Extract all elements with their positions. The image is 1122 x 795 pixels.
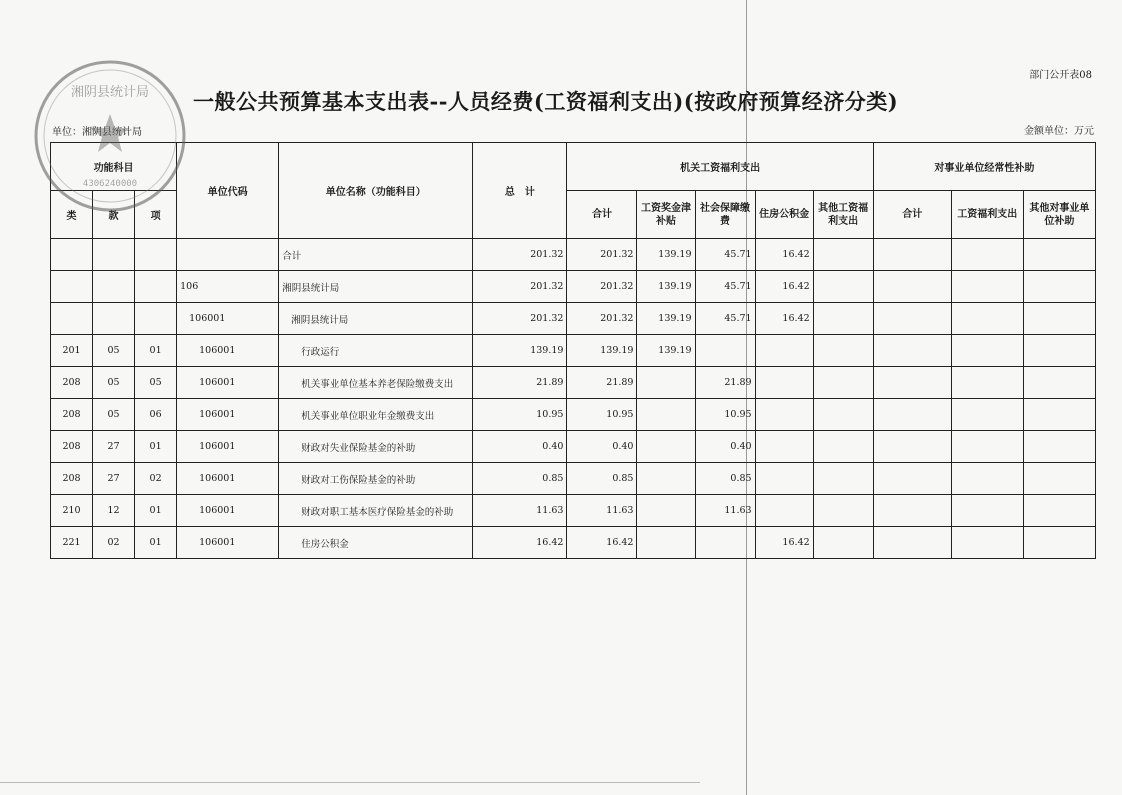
header-subsidy-other: 其他对事业单位补助: [1023, 191, 1095, 239]
cell-total: 201.32: [473, 271, 567, 303]
cell-subsidy-other: [1023, 271, 1095, 303]
cell-xiang: 01: [135, 335, 177, 367]
cell-unit-name: 合计: [279, 239, 473, 271]
cell-agency-wage: 139.19: [637, 239, 695, 271]
cell-subsidy-sum: [873, 495, 951, 527]
cell-agency-wage: [637, 431, 695, 463]
cell-lei: 210: [51, 495, 93, 527]
cell-total: 16.42: [473, 527, 567, 559]
cell-agency-social: 45.71: [695, 303, 755, 335]
cell-subsidy-welfare: [951, 463, 1023, 495]
cell-agency-wage: [637, 463, 695, 495]
header-agency-wage: 工资奖金津补贴: [637, 191, 695, 239]
cell-lei: 221: [51, 527, 93, 559]
table-row: [51, 271, 1096, 303]
table-row: [51, 431, 1096, 463]
cell-unit-code: 106001: [177, 527, 279, 559]
page-title: 一般公共预算基本支出表--人员经费(工资福利支出)(按政府预算经济分类): [193, 89, 899, 114]
header-total: 总 计: [473, 143, 567, 239]
table-row: [51, 399, 1096, 431]
cell-subsidy-other: [1023, 303, 1095, 335]
table-row: [51, 335, 1096, 367]
cell-lei: 208: [51, 463, 93, 495]
cell-subsidy-other: [1023, 399, 1095, 431]
cell-agency-social: 11.63: [695, 495, 755, 527]
cell-agency-social: [695, 335, 755, 367]
cell-unit-code: 106001: [177, 335, 279, 367]
table-number-label: 部门公开表08: [1029, 70, 1092, 81]
cell-agency-wage: 139.19: [637, 335, 695, 367]
table-row: [51, 303, 1096, 335]
cell-xiang: 01: [135, 431, 177, 463]
cell-subsidy-welfare: [951, 495, 1023, 527]
cell-xiang: [135, 239, 177, 271]
cell-agency-housing: [755, 431, 813, 463]
cell-agency-housing: 16.42: [755, 303, 813, 335]
cell-unit-code: 106001: [177, 431, 279, 463]
header-unit-code: 单位代码: [177, 143, 279, 239]
cell-agency-wage: [637, 527, 695, 559]
cell-agency-sum: 10.95: [567, 399, 637, 431]
cell-subsidy-sum: [873, 271, 951, 303]
header-agency-social: 社会保障缴费: [695, 191, 755, 239]
cell-kuan: 27: [93, 431, 135, 463]
header-subsidy-welfare: 工资福利支出: [951, 191, 1023, 239]
cell-subsidy-sum: [873, 399, 951, 431]
cell-kuan: 05: [93, 399, 135, 431]
cell-xiang: 05: [135, 367, 177, 399]
cell-agency-social: [695, 527, 755, 559]
cell-agency-wage: 139.19: [637, 271, 695, 303]
header-subsidy-group: 对事业单位经常性补助: [873, 143, 1095, 191]
cell-subsidy-welfare: [951, 367, 1023, 399]
cell-total: 10.95: [473, 399, 567, 431]
cell-agency-other: [813, 367, 873, 399]
cell-agency-wage: [637, 399, 695, 431]
cell-unit-code: 106: [177, 271, 279, 303]
cell-agency-housing: 16.42: [755, 239, 813, 271]
header-row-1: [51, 143, 1096, 191]
header-kuan: 款: [93, 191, 135, 239]
cell-agency-sum: 16.42: [567, 527, 637, 559]
cell-subsidy-welfare: [951, 239, 1023, 271]
cell-total: 0.85: [473, 463, 567, 495]
cell-agency-sum: 201.32: [567, 271, 637, 303]
cell-subsidy-other: [1023, 527, 1095, 559]
cell-subsidy-other: [1023, 495, 1095, 527]
cell-unit-code: 106001: [177, 367, 279, 399]
table-row: [51, 367, 1096, 399]
cell-agency-wage: [637, 495, 695, 527]
cell-agency-sum: 11.63: [567, 495, 637, 527]
cell-agency-sum: 0.85: [567, 463, 637, 495]
cell-unit-code: 106001: [177, 303, 279, 335]
cell-agency-other: [813, 303, 873, 335]
cell-unit-name: 机关事业单位职业年金缴费支出: [279, 399, 473, 431]
cell-total: 0.40: [473, 431, 567, 463]
cell-subsidy-sum: [873, 463, 951, 495]
cell-agency-housing: [755, 335, 813, 367]
cell-lei: 208: [51, 431, 93, 463]
budget-table: [50, 142, 1096, 559]
svg-text:湘阴县统计局: 湘阴县统计局: [70, 85, 150, 100]
header-subsidy-sum: 合计: [873, 191, 951, 239]
scan-edge-line: [0, 782, 700, 783]
cell-unit-name: 行政运行: [279, 335, 473, 367]
cell-total: 201.32: [473, 239, 567, 271]
cell-total: 11.63: [473, 495, 567, 527]
cell-unit-code: [177, 239, 279, 271]
cell-agency-sum: 0.40: [567, 431, 637, 463]
cell-unit-name: 湘阴县统计局: [279, 271, 473, 303]
cell-agency-other: [813, 271, 873, 303]
cell-agency-other: [813, 335, 873, 367]
header-agency-sum: 合计: [567, 191, 637, 239]
header-agency-other: 其他工资福利支出: [813, 191, 873, 239]
cell-agency-social: 45.71: [695, 271, 755, 303]
cell-agency-housing: [755, 463, 813, 495]
cell-total: 139.19: [473, 335, 567, 367]
unit-label: 单位：湘阴县统计局: [52, 127, 142, 138]
cell-subsidy-other: [1023, 335, 1095, 367]
cell-subsidy-sum: [873, 367, 951, 399]
header-unit-name: 单位名称（功能科目）: [279, 143, 473, 239]
cell-xiang: [135, 271, 177, 303]
cell-agency-other: [813, 399, 873, 431]
cell-kuan: [93, 239, 135, 271]
table-row: [51, 527, 1096, 559]
cell-lei: 208: [51, 367, 93, 399]
cell-agency-wage: [637, 367, 695, 399]
cell-subsidy-welfare: [951, 271, 1023, 303]
svg-text:4306240000: 4306240000: [82, 179, 138, 189]
cell-subsidy-welfare: [951, 431, 1023, 463]
cell-unit-name: 财政对失业保险基金的补助: [279, 431, 473, 463]
cell-subsidy-other: [1023, 239, 1095, 271]
cell-unit-code: 106001: [177, 463, 279, 495]
cell-agency-sum: 21.89: [567, 367, 637, 399]
cell-agency-social: 0.85: [695, 463, 755, 495]
cell-agency-other: [813, 495, 873, 527]
cell-subsidy-other: [1023, 367, 1095, 399]
cell-kuan: 12: [93, 495, 135, 527]
cell-unit-name: 财政对职工基本医疗保险基金的补助: [279, 495, 473, 527]
header-func-subject: 功能科目: [51, 143, 177, 191]
cell-agency-housing: 16.42: [755, 527, 813, 559]
cell-subsidy-sum: [873, 303, 951, 335]
cell-agency-other: [813, 527, 873, 559]
cell-agency-housing: [755, 367, 813, 399]
cell-subsidy-welfare: [951, 527, 1023, 559]
cell-lei: [51, 303, 93, 335]
cell-agency-social: 45.71: [695, 239, 755, 271]
cell-kuan: 05: [93, 367, 135, 399]
cell-subsidy-sum: [873, 335, 951, 367]
cell-subsidy-other: [1023, 463, 1095, 495]
money-unit-label: 金额单位：万元: [1024, 126, 1094, 137]
cell-agency-other: [813, 239, 873, 271]
cell-unit-name: 湘阴县统计局: [279, 303, 473, 335]
header-xiang: 项: [135, 191, 177, 239]
cell-xiang: 01: [135, 527, 177, 559]
cell-xiang: [135, 303, 177, 335]
cell-lei: [51, 239, 93, 271]
cell-agency-sum: 201.32: [567, 239, 637, 271]
cell-xiang: 02: [135, 463, 177, 495]
cell-subsidy-sum: [873, 431, 951, 463]
cell-subsidy-welfare: [951, 335, 1023, 367]
cell-lei: 201: [51, 335, 93, 367]
cell-total: 21.89: [473, 367, 567, 399]
cell-agency-other: [813, 463, 873, 495]
header-lei: 类: [51, 191, 93, 239]
cell-agency-housing: [755, 495, 813, 527]
table-row: [51, 495, 1096, 527]
cell-agency-wage: 139.19: [637, 303, 695, 335]
cell-kuan: 02: [93, 527, 135, 559]
cell-unit-name: 财政对工伤保险基金的补助: [279, 463, 473, 495]
cell-subsidy-welfare: [951, 399, 1023, 431]
header-agency-group: 机关工资福利支出: [567, 143, 873, 191]
cell-unit-code: 106001: [177, 495, 279, 527]
cell-xiang: 01: [135, 495, 177, 527]
cell-subsidy-sum: [873, 527, 951, 559]
cell-agency-other: [813, 431, 873, 463]
cell-agency-sum: 139.19: [567, 335, 637, 367]
cell-unit-name: 住房公积金: [279, 527, 473, 559]
cell-subsidy-other: [1023, 431, 1095, 463]
cell-lei: 208: [51, 399, 93, 431]
cell-agency-social: 21.89: [695, 367, 755, 399]
cell-agency-housing: [755, 399, 813, 431]
cell-unit-name: 机关事业单位基本养老保险缴费支出: [279, 367, 473, 399]
table-row: [51, 463, 1096, 495]
table-row: [51, 239, 1096, 271]
cell-lei: [51, 271, 93, 303]
cell-agency-social: 10.95: [695, 399, 755, 431]
cell-kuan: 27: [93, 463, 135, 495]
cell-agency-social: 0.40: [695, 431, 755, 463]
cell-subsidy-sum: [873, 239, 951, 271]
cell-agency-sum: 201.32: [567, 303, 637, 335]
cell-kuan: [93, 303, 135, 335]
cell-subsidy-welfare: [951, 303, 1023, 335]
cell-agency-housing: 16.42: [755, 271, 813, 303]
cell-unit-code: 106001: [177, 399, 279, 431]
cell-total: 201.32: [473, 303, 567, 335]
cell-xiang: 06: [135, 399, 177, 431]
cell-kuan: [93, 271, 135, 303]
cell-kuan: 05: [93, 335, 135, 367]
header-agency-housing: 住房公积金: [755, 191, 813, 239]
